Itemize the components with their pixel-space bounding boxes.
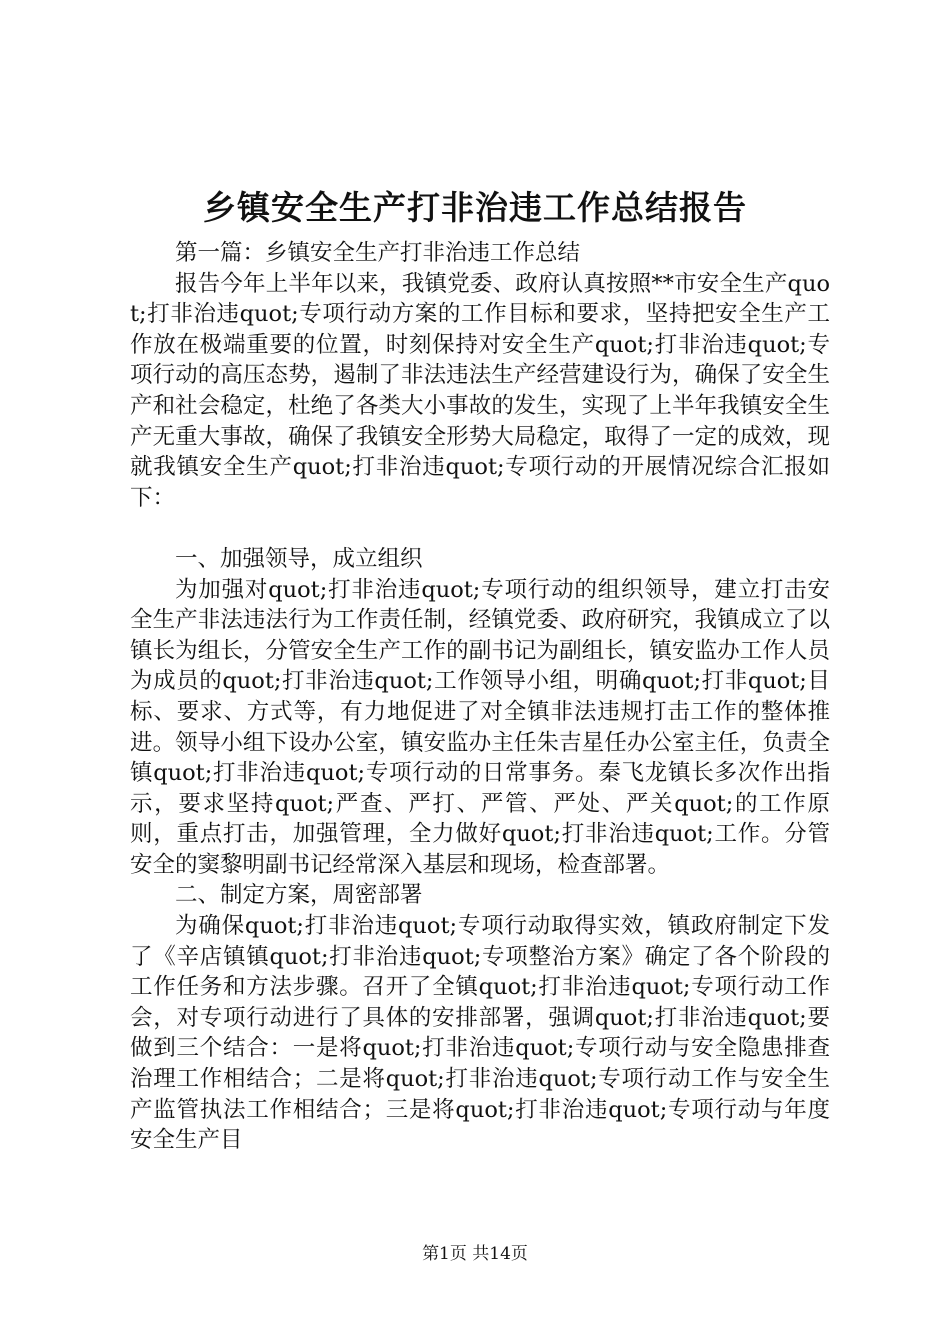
body-paragraph: 为确保quot;打非治违quot;专项行动取得实效，镇政府制定下发了《辛店镇镇quot;打非治违quot;专项整治方案》确定了各个阶段的工作任务和方法步骤。召开了全镇quot;打非治违quot;专项行动工作会，对专项行动进行了具体的安排部署，强调quot;打非治违quot;要做到三个结合：一是将quot;打非治违quot;专项行动与安全隐患排查治理工作相结合；二是将quot;打非治违quot;专项行动工作与安全生产监管执法工作相结合；三是将quot;打非治违quot;专项行动与年度安全生产目 <box>130 913 830 1154</box>
page-footer: 第1页 共14页 <box>422 1244 528 1264</box>
paragraph-spacer <box>130 513 830 544</box>
document-title: 乡镇安全生产打非治违工作总结报告 <box>203 188 747 227</box>
document-body <box>130 238 830 1156</box>
body-paragraph: 为加强对quot;打非治违quot;专项行动的组织领导，建立打击安全生产非法违法行为工作责任制，经镇党委、政府研究，我镇成立了以镇长为组长，分管安全生产工作的副书记为副组长，镇安监办工作人员为成员的quot;打非治违quot;工作领导小组，明确quot;打非quot;目标、要求、方式等，有力地促进了对全镇非法违规打击工作的整体推进。领导小组下设办公室，镇安监办主任朱吉星任办公室主任，负责全镇quot;打非治违quot;专项行动的日常事务。秦飞龙镇长多次作出指示，要求坚持quot;严查、严打、严管、严处、严关quot;的工作原则，重点打击，加强管理，全力做好quot;打非治违quot;工作。分管安全的窦黎明副书记经常深入基层和现场，检查部署。 <box>130 576 830 878</box>
chapter-heading: 第一篇：乡镇安全生产打非治违工作总结 <box>175 240 581 266</box>
body-paragraph: 报告今年上半年以来，我镇党委、政府认真按照**市安全生产quot;打非治违quot;专项行动方案的工作目标和要求，坚持把安全生产工作放在极端重要的位置，时刻保持对安全生产quot;打非治违quot;专项行动的高压态势，遏制了非法违法生产经营建设行为，确保了安全生产和社会稳定，杜绝了各类大小事故的发生，实现了上半年我镇安全生产无重大事故，确保了我镇安全形势大局稳定，取得了一定的成效，现就我镇安全生产quot;打非治违quot;专项行动的开展情况综合汇报如下： <box>130 270 830 511</box>
section-heading: 二、制定方案，周密部署 <box>175 882 423 909</box>
section-heading: 一、加强领导，成立组织 <box>175 545 423 572</box>
